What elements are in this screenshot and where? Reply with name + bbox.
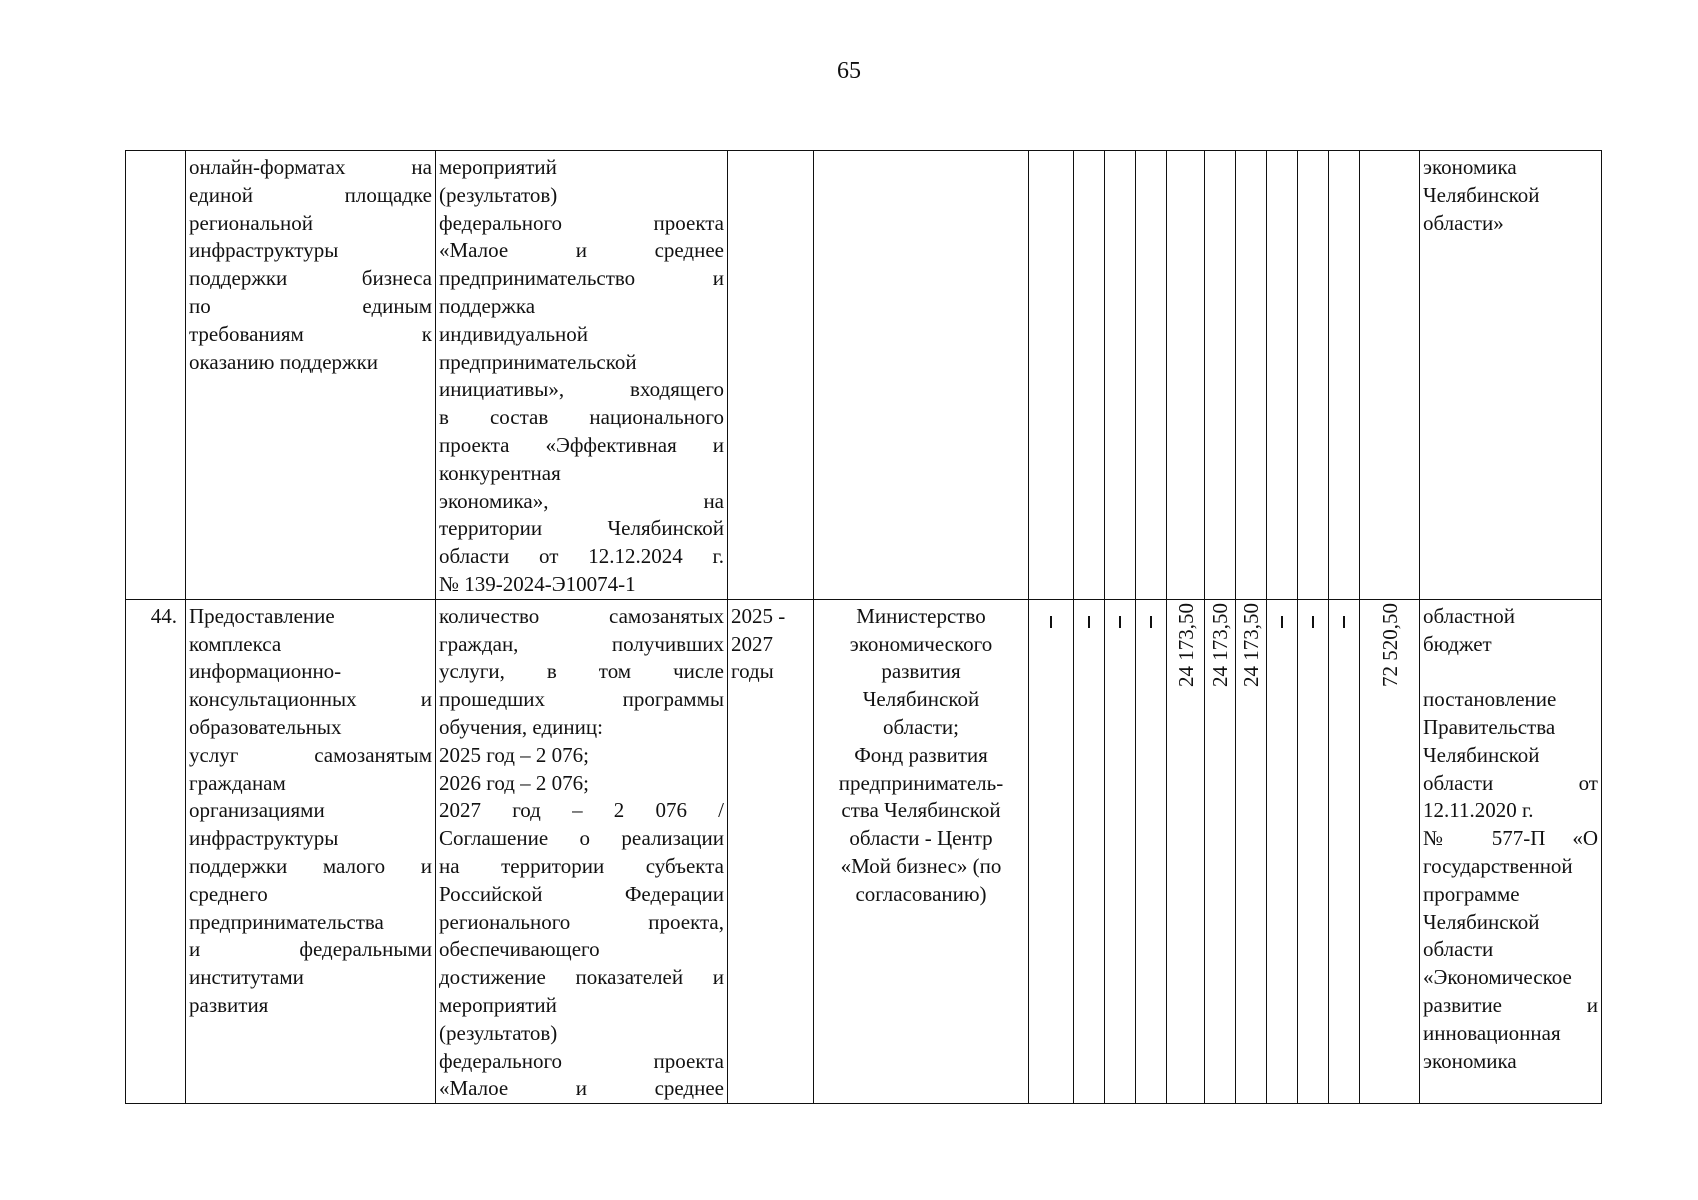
text-line: экономика — [1423, 155, 1517, 179]
measure-name-cell — [186, 151, 436, 600]
text-line: мероприятий — [439, 155, 557, 179]
empty-amount-cell — [1029, 599, 1074, 1103]
text-line: поддержка — [439, 293, 536, 318]
text-line: 2026 год – 2 076; — [439, 770, 590, 795]
text-line: услуг самозанятым — [189, 742, 432, 767]
text-line: Российской Федерации — [439, 881, 724, 906]
amount-cell — [1298, 151, 1329, 600]
text-line: постановление — [1423, 687, 1557, 712]
program-table — [125, 150, 1602, 1104]
text-line: Правительства — [1423, 714, 1556, 739]
text-line: (результатов) — [439, 182, 558, 207]
text-line: информационно- — [189, 659, 342, 684]
text-line: годы — [731, 659, 774, 684]
amount-cell — [1205, 151, 1236, 600]
text-line: «Мой бизнес» (по — [840, 853, 1002, 878]
amount-cell — [1105, 151, 1136, 600]
text-line: мероприятий — [439, 992, 557, 1017]
text-line: в состав национального — [439, 405, 724, 430]
text-line: области от 12.12.2024 г. — [439, 544, 724, 569]
text-line: территории Челябинской — [439, 516, 724, 541]
executor-cell — [814, 599, 1029, 1103]
text-line: 2027 — [731, 631, 773, 656]
text-line: экономического — [849, 631, 993, 656]
amount-cell — [1029, 151, 1074, 600]
text-line: согласованию) — [855, 881, 987, 906]
total-amount-cell — [1360, 599, 1420, 1103]
text-line: оказанию поддержки — [189, 349, 379, 374]
amount-2026: 24 173,50 — [1208, 602, 1232, 687]
text-line: 2025 год – 2 076; — [439, 742, 590, 767]
indicator-cell — [436, 599, 728, 1103]
text-line: предпринимательство и — [439, 266, 724, 291]
text-line: консультационных и — [189, 687, 432, 712]
period-cell — [728, 151, 814, 600]
row-number-cell — [126, 151, 186, 600]
amount-2027-cell — [1236, 599, 1267, 1103]
amount-cell — [1167, 151, 1205, 600]
text-line: единой площадке — [189, 182, 432, 207]
text-line: обучения, единиц: — [439, 714, 603, 739]
text-line: «Малое и среднее — [439, 238, 724, 263]
text-line: № 577-П «О — [1423, 826, 1598, 851]
text-line: и федеральными — [189, 937, 432, 962]
empty-amount-cell — [1267, 599, 1298, 1103]
text-line: № 139-2024-Э10074-1 — [439, 571, 636, 596]
text-line: программе — [1423, 881, 1520, 906]
text-line: области — [1423, 937, 1494, 962]
dash-mark — [1050, 616, 1052, 628]
text-line: Челябинской — [1423, 909, 1540, 934]
text-line: образовательных — [189, 714, 342, 739]
dash-mark — [1088, 616, 1090, 628]
period-cell — [728, 599, 814, 1103]
text-line: «Экономическое — [1423, 965, 1572, 990]
total-amount: 72 520,50 — [1377, 602, 1402, 687]
funding-source: областной — [1423, 603, 1515, 628]
dash-mark — [1150, 616, 1152, 628]
text-line: поддержки бизнеса — [189, 266, 432, 291]
text-line: конкурентная — [439, 460, 561, 485]
text-line: проекта «Эффективная и — [439, 432, 724, 457]
text-line: развития — [881, 659, 961, 684]
text-line: федерального проекта — [439, 1048, 724, 1073]
text-line: по единым — [189, 293, 432, 318]
text-line: инновационная — [1423, 1020, 1561, 1045]
text-line: предприниматель- — [838, 770, 1004, 795]
text-line: (результатов) — [439, 1020, 558, 1045]
text-line: экономика — [1423, 1048, 1517, 1073]
text-line: Министерство — [856, 603, 986, 628]
empty-amount-cell — [1136, 599, 1167, 1103]
amount-cell — [1236, 151, 1267, 600]
text-line: на территории субъекта — [439, 853, 724, 878]
text-line: инфраструктуры — [189, 238, 339, 263]
text-line: онлайн-форматах на — [189, 155, 432, 179]
row-number-cell — [126, 599, 186, 1103]
text-line: среднего — [189, 881, 268, 906]
amount-cell — [1267, 151, 1298, 600]
text-line: инфраструктуры — [189, 826, 339, 851]
table-row-44 — [126, 599, 1602, 1103]
amount-cell — [1136, 151, 1167, 600]
text-line: предпринимательской — [439, 349, 637, 374]
funding-source: бюджет — [1423, 631, 1492, 656]
text-line: Челябинской — [1423, 182, 1540, 207]
indicator-cell — [436, 151, 728, 600]
text-line: государственной — [1423, 853, 1573, 878]
amount-cell — [1074, 151, 1105, 600]
text-line: граждан, получивших — [439, 631, 724, 656]
text-line: 2025 - — [731, 603, 786, 628]
text-line: комплекса — [189, 631, 282, 656]
amount-2027: 24 173,50 — [1239, 602, 1263, 687]
page-number: 65 — [837, 58, 861, 84]
dash-mark — [1312, 616, 1314, 628]
text-line: области - Центр — [849, 826, 993, 851]
amount-2025-cell — [1167, 599, 1205, 1103]
text-line: Челябинской — [862, 687, 980, 712]
empty-amount-cell — [1329, 599, 1360, 1103]
text-line: предпринимательства — [189, 909, 384, 934]
text-line: индивидуальной — [439, 321, 588, 346]
text-line: Предоставление — [189, 603, 335, 628]
amount-2025: 24 173,50 — [1173, 602, 1198, 687]
text-line: регионального проекта, — [439, 909, 724, 934]
text-line: 12.11.2020 г. — [1423, 798, 1534, 823]
text-line: прошедших программы — [439, 687, 724, 712]
empty-amount-cell — [1105, 599, 1136, 1103]
text-line: требованиям к — [189, 321, 432, 346]
text-line: области от — [1423, 770, 1598, 795]
text-line: ства Челябинской — [841, 798, 1001, 823]
text-line: области; — [882, 714, 960, 739]
text-line: институтами — [189, 965, 304, 990]
text-line: федерального проекта — [439, 210, 724, 235]
dash-mark — [1343, 616, 1345, 628]
dash-mark — [1281, 616, 1283, 628]
text-line: развитие и — [1423, 992, 1598, 1017]
text-line: достижение показателей и — [439, 965, 724, 990]
text-line: экономика», на — [439, 488, 724, 513]
text-line: региональной — [189, 210, 313, 235]
text-line: количество самозанятых — [439, 603, 724, 628]
text-line: Фонд развития — [854, 742, 988, 767]
row-number: 44. — [150, 603, 177, 628]
text-line: Соглашение о реализации — [439, 826, 724, 851]
text-line: обеспечивающего — [439, 937, 600, 962]
text-line: инициативы», входящего — [439, 377, 724, 402]
text-line: организациями — [189, 798, 325, 823]
text-line: гражданам — [189, 770, 286, 795]
basis-cell — [1420, 599, 1602, 1103]
text-line: области» — [1423, 210, 1504, 235]
text-line: развития — [189, 992, 269, 1017]
total-cell — [1360, 151, 1420, 600]
empty-amount-cell — [1298, 599, 1329, 1103]
measure-name-cell — [186, 599, 436, 1103]
text-line: Челябинской — [1423, 742, 1540, 767]
amount-2026-cell — [1205, 599, 1236, 1103]
basis-cell — [1420, 151, 1602, 600]
empty-amount-cell — [1074, 599, 1105, 1103]
amount-cell — [1329, 151, 1360, 600]
text-line: 2027 год – 2 076 / — [439, 798, 724, 823]
dash-mark — [1119, 616, 1121, 628]
text-line: услуги, в том числе — [439, 659, 724, 684]
table-row-43-continued — [126, 151, 1602, 600]
executor-cell — [814, 151, 1029, 600]
spacer — [1423, 658, 1598, 686]
text-line: «Малое и среднее — [439, 1076, 724, 1101]
text-line: поддержки малого и — [189, 853, 432, 878]
